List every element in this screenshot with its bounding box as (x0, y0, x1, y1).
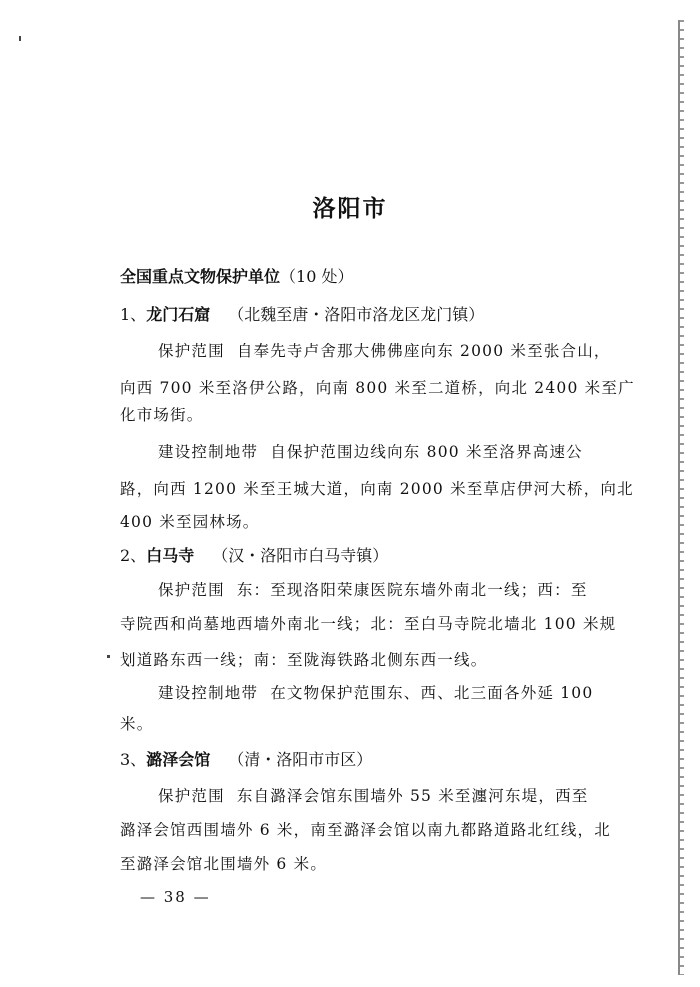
paragraph-line (158, 578, 588, 600)
site-number: 1、 (120, 305, 147, 324)
scan-edge (678, 20, 684, 975)
site-name: 龙门石窟 (146, 305, 211, 324)
paragraph-line: 潞泽会馆西围墙外 6 米，南至潞泽会馆以南九都路道路北红线，北 (120, 821, 611, 839)
site-note: （汉・洛阳市白马寺镇） (212, 546, 389, 565)
paragraph-text: 东自潞泽会馆东围墙外 55 米至瀍河东堤，西至 (236, 787, 589, 805)
section-heading-text: 全国重点文物保护单位 (120, 267, 281, 286)
site-number: 2、 (120, 546, 147, 565)
control-label: 建设控制地带 (158, 684, 259, 702)
site-heading (120, 747, 372, 770)
page-title: 洛阳市 (312, 196, 388, 222)
paragraph-line: 划道路东西一线；南：至陇海铁路北侧东西一线。 (120, 651, 488, 669)
site-heading (120, 302, 484, 325)
protect-label: 保护范围 (158, 581, 225, 599)
site-heading (120, 543, 388, 566)
paragraph-line: 化市场街。 (120, 406, 204, 424)
paragraph-line (158, 339, 611, 361)
site-note: （北魏至唐・洛阳市洛龙区龙门镇） (228, 305, 485, 324)
site-note: （清・洛阳市市区） (228, 750, 373, 769)
protect-label: 保护范围 (158, 787, 225, 805)
paragraph-text: 自奉先寺卢舍那大佛佛座向东 2000 米至张合山， (236, 342, 611, 360)
paragraph-line: 米。 (120, 715, 154, 733)
paragraph-text: 自保护范围边线向东 800 米至洛界高速公 (270, 443, 583, 461)
paragraph-text: 东：至现洛阳荣康医院东墙外南北一线；西：至 (236, 581, 588, 599)
paragraph-line (158, 681, 593, 703)
section-heading (120, 264, 353, 287)
control-label: 建设控制地带 (158, 443, 259, 461)
scan-mark (107, 655, 110, 658)
paragraph-line (158, 784, 589, 806)
protect-label: 保护范围 (158, 342, 225, 360)
paragraph-line (158, 440, 583, 462)
section-count: （10 处） (280, 267, 354, 286)
paragraph-line: 寺院西和尚墓地西墙外南北一线；北：至白马寺院北墙北 100 米规 (120, 615, 617, 633)
scan-mark (19, 36, 21, 41)
page-number: — 38 — (140, 888, 211, 906)
site-name: 白马寺 (146, 546, 195, 565)
paragraph-line: 至潞泽会馆北围墙外 6 米。 (120, 855, 328, 873)
site-name: 潞泽会馆 (146, 750, 211, 769)
site-number: 3、 (120, 750, 147, 769)
paragraph-line: 向西 700 米至洛伊公路，向南 800 米至二道桥，向北 2400 米至广 (120, 379, 635, 397)
paragraph-line: 路，向西 1200 米至王城大道，向南 2000 米至草店伊河大桥，向北 (120, 480, 634, 498)
paragraph-text: 在文物保护范围东、西、北三面各外延 100 (270, 684, 594, 702)
paragraph-line: 400 米至园林场。 (120, 513, 260, 531)
